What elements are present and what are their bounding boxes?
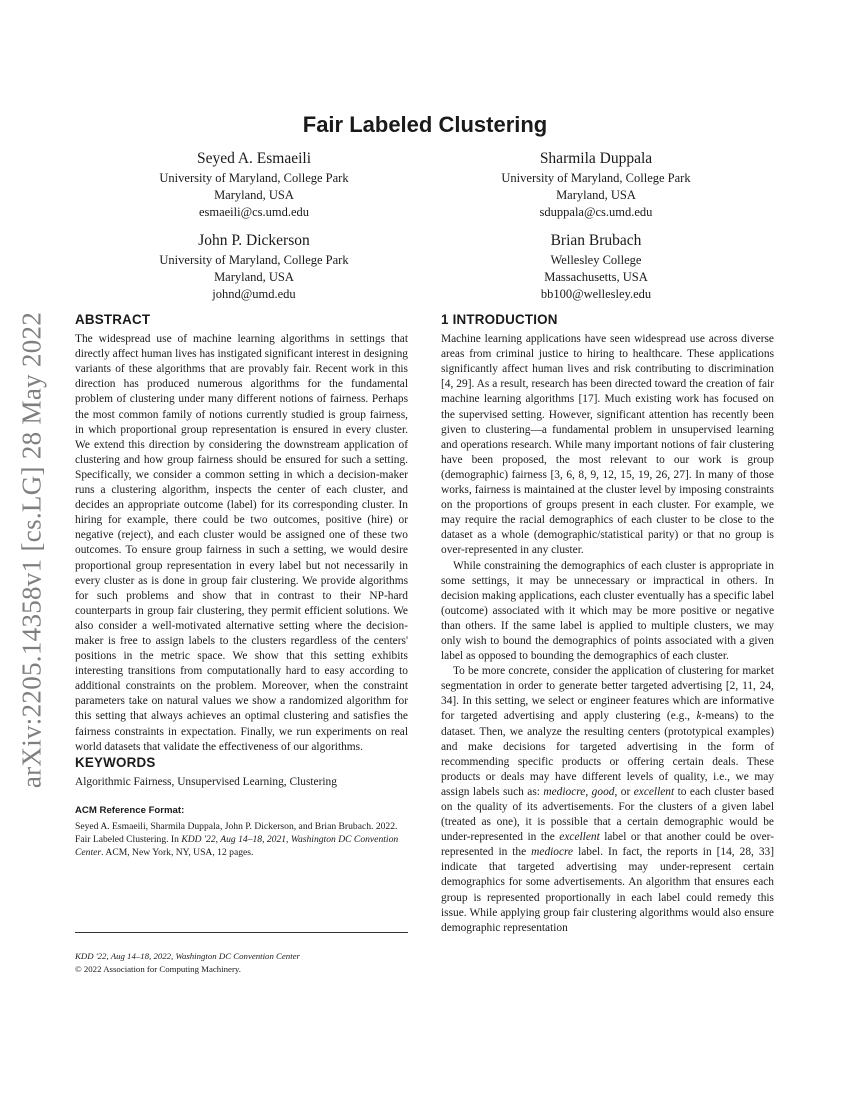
author-location: Maryland, USA	[214, 188, 294, 202]
arxiv-side-stamp	[12, 290, 52, 810]
left-column	[75, 312, 408, 859]
footer-copyright: © 2022 Association for Computing Machinery.	[75, 963, 241, 974]
footer-divider	[75, 932, 408, 933]
author-block	[104, 230, 404, 303]
author-name: Sharmila Duppala	[539, 150, 653, 167]
intro-paragraph-1: Machine learning applications have seen widespread use across diverse areas from criminal justice to hiring to healthcare. These applications significantly affect human lives and risk contributing to discrimination [4, 29]. As a result, research has been directed toward the creation of fair machine learning algorithms [17]. Much existing work has focused on the supervised setting. However, significant attention has recently been given to clustering—a fundamental problem in unsupervised learning and operations research. While many important notions of fair clustering have been proposed, the most relevant to our work is group (demographic) fairness [3, 6, 8, 9, 12, 15, 19, 26, 27]. In many of those works, fairness is maintained at the cluster level by imposing constraints on the proportions of groups present in each cluster. For example, we may require the racial demographics of each cluster to be close to the dataset as a whole (demographic/statistical parity) or that no group is over-represented in any cluster.	[441, 333, 774, 557]
arxiv-identifier: arXiv:2205.14358v1 [cs.LG] 28 May 2022	[16, 311, 47, 789]
footer-conference: KDD '22, Aug 14–18, 2022, Washington DC Convention Center	[75, 951, 300, 961]
copyright-footer	[75, 950, 408, 975]
author-affiliation: University of Maryland, College Park	[159, 253, 349, 267]
keywords-heading: KEYWORDS	[75, 754, 156, 770]
keywords-text: Algorithmic Fairness, Unsupervised Learning, Clustering	[75, 775, 337, 788]
acm-reference-venue: KDD '22, Aug 14–18, 2021, Washington DC Convention Center	[75, 834, 399, 858]
author-email: johnd@umd.edu	[212, 287, 296, 301]
right-column	[441, 312, 774, 936]
abstract-text: The widespread use of machine learning algorithms in settings that directly affect human lives has instigated significant interest in designing variants of these algorithms that are provably fair. Recent work in this direction has produced numerous algorithms for the fundamental problem of clustering under many different notions of fairness. Perhaps the most common family of notions currently studied is group fairness, in which proportional group representation is ensured in every cluster. We extend this direction by considering the downstream application of clustering and how group fairness should be ensured for such a setting. Specifically, we consider a common setting in which a decision-maker runs a clustering algorithm, inspects the center of each cluster, and decides an appropriate outcome (label) for its corresponding cluster. In hiring for example, there could be two outcomes, positive (hire) or negative (reject), and each cluster would be assigned one of these two outcomes. To ensure group fairness in such a setting, we would desire proportional group representation in every label but not necessarily in every cluster as is done in group fair clustering. We provide algorithms for such problems and show that in contrast to their NP-hard counterparts in group fair clustering, they permit efficient solutions. We also consider a well-motivated alternative setting where the decision-maker is free to assign labels to the clusters regardless of the centers' positions in the metric space. We show that this setting exhibits interesting transitions from computationally hard to easy according to additional constraints on the problem. Moreover, when the constraint parameters take on natural values we show a randomized algorithm for this setting that always achieves an optimal clustering and satisfies the fairness constraints in expectation. Finally, we run experiments on real world datasets that validate the effectiveness of our algorithms.	[75, 333, 408, 753]
author-email: esmaeili@cs.umd.edu	[198, 205, 310, 219]
intro-paragraph-3: To be more concrete, consider the application of clustering for market segmentation in order to generate better targeted advertising [2, 11, 24, 34]. In this setting, we select or engineer features which are informative for targeted advertising and apply clustering (e.g., k-means) to the dataset. Then, we analyze the resulting centers (prototypical examples) and make decisions for targeted advertising in the form of recommending specific products or offering certain deals. These products or deals may have different levels of quality, i.e., we may assign labels such as: mediocre, good, or excellent to each cluster based on the quality of its advertisements. For the clusters of a given label (treated as one), it is possible that a certain demographic would be under-represented in the excellent label or that another could be over-represented in the mediocre label. In fact, the reports in [14, 28, 33] indicate that targeted advertising may under-represent certain demographics for some advertisements. An algorithm that ensures each group is represented proportionally in each label could remedy this issue. While applying group fair clustering algorithms would also ensure demographic representation	[441, 665, 774, 934]
author-block	[104, 148, 404, 221]
abstract-heading: ABSTRACT	[75, 312, 151, 327]
author-location: Massachusetts, USA	[544, 270, 648, 284]
author-location: Maryland, USA	[556, 188, 636, 202]
author-email: sduppala@cs.umd.edu	[539, 205, 653, 219]
acm-reference-text	[75, 820, 408, 859]
author-location: Maryland, USA	[214, 270, 294, 284]
paper-title: Fair Labeled Clustering	[302, 112, 548, 137]
author-name: John P. Dickerson	[198, 232, 310, 249]
author-affiliation: Wellesley College	[550, 253, 642, 267]
author-name: Seyed A. Esmaeili	[196, 150, 312, 167]
acm-reference-tail: . ACM, New York, NY, USA, 12 pages.	[101, 847, 254, 858]
acm-reference-authors: Seyed A. Esmaeili, Sharmila Duppala, John P. Dickerson, and Brian Brubach. 2022. Fair Labeled Clustering. In	[75, 821, 398, 845]
author-email: bb100@wellesley.edu	[540, 287, 652, 301]
author-block	[446, 230, 746, 303]
introduction-heading: 1 INTRODUCTION	[441, 312, 558, 327]
intro-paragraph-2: While constraining the demographics of each cluster is appropriate in some settings, it may be unnecessary or impractical in others. In decision making applications, each cluster eventually has a specific label (outcome) associated with it which may be more positive or negative than others. If the same label is applied to multiple clusters, we may only wish to bound the demographics of points associated with a given label as opposed to bounding the demographics of each cluster.	[441, 559, 774, 663]
author-name: Brian Brubach	[550, 232, 642, 249]
author-block	[446, 148, 746, 221]
author-affiliation: University of Maryland, College Park	[501, 171, 691, 185]
author-affiliation: University of Maryland, College Park	[159, 171, 349, 185]
acm-reference-heading: ACM Reference Format:	[75, 804, 185, 816]
